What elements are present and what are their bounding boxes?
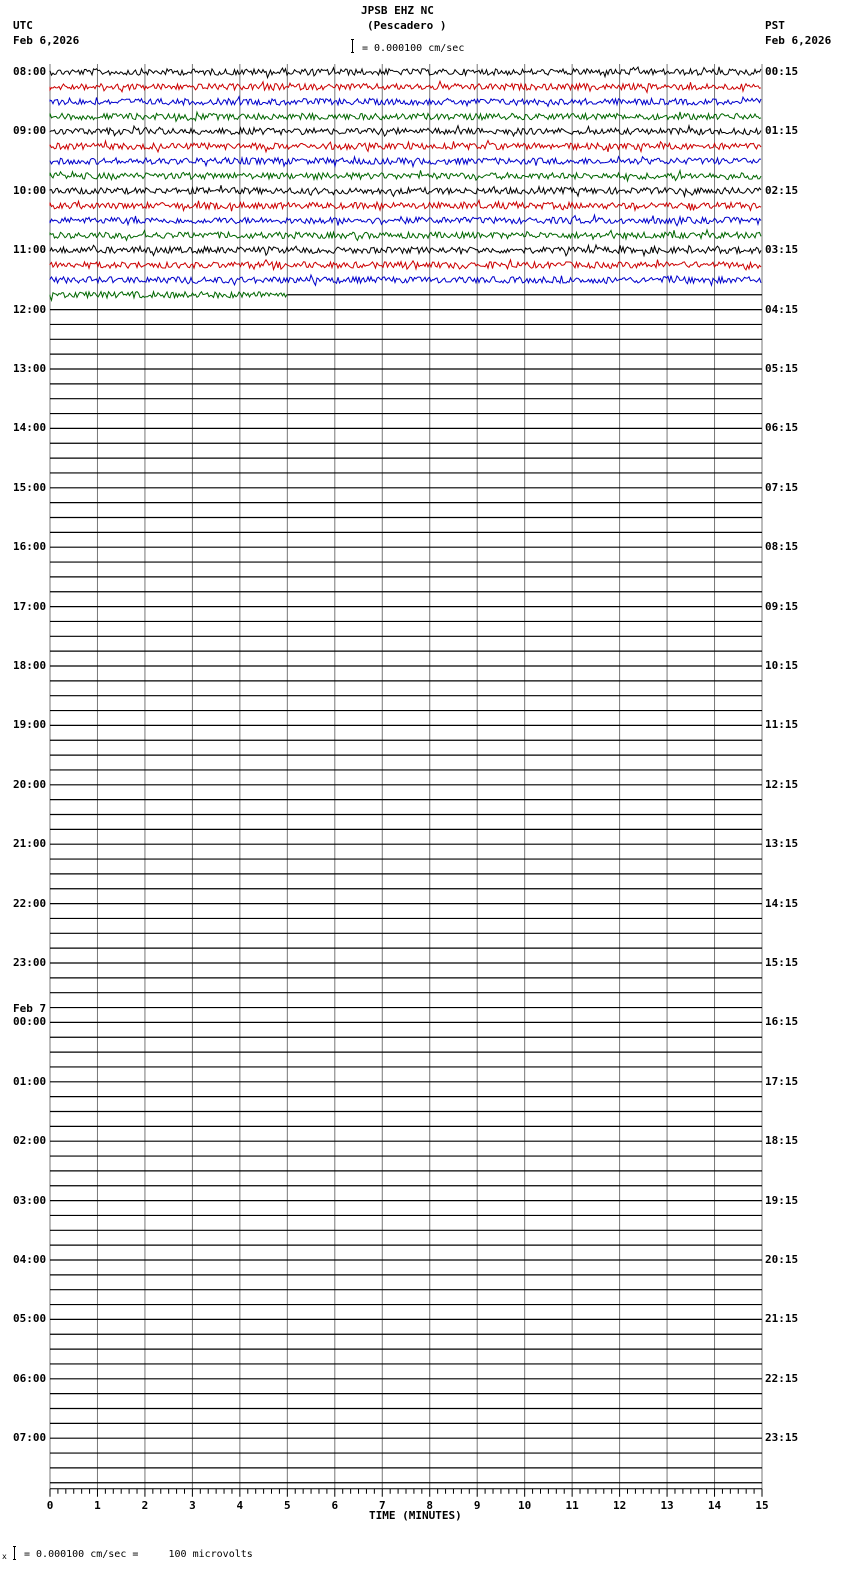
- pst-hour-label: 08:15: [765, 540, 799, 554]
- station-title: JPSB EHZ NC: [361, 4, 434, 17]
- x-tick-label: 1: [94, 1498, 101, 1512]
- seismic-trace: [50, 126, 761, 136]
- seismic-trace: [50, 97, 761, 107]
- pst-hour-label: 12:15: [765, 777, 799, 791]
- seismic-trace: [50, 67, 761, 78]
- pst-hour-label: 00:15: [765, 65, 799, 78]
- pst-hour-label: 07:15: [765, 480, 799, 494]
- utc-hour-label: 19:00: [13, 718, 47, 732]
- utc-date: Feb 6,2026: [13, 34, 80, 47]
- pst-hour-label: 16:15: [765, 1015, 799, 1029]
- utc-hour-label: 12:00: [13, 302, 47, 316]
- pst-hour-label: 17:15: [765, 1074, 799, 1088]
- x-tick-label: 7: [378, 1498, 386, 1512]
- pst-hour-label: 22:15: [765, 1371, 799, 1385]
- pst-hour-label: 21:15: [765, 1312, 799, 1326]
- x-tick-label: 15: [755, 1498, 769, 1512]
- utc-hour-label: 22:00: [13, 896, 47, 910]
- seismic-trace: [50, 170, 761, 181]
- station-location: (Pescadero ): [367, 19, 447, 32]
- x-tick-label: 11: [565, 1498, 579, 1512]
- utc-hour-label: 00:00: [13, 1015, 47, 1029]
- x-tick-label: 4: [236, 1498, 244, 1512]
- seismic-trace: [50, 141, 761, 152]
- x-tick-label: 13: [660, 1498, 674, 1512]
- pst-hour-label: 01:15: [765, 124, 799, 138]
- seismic-trace: [50, 215, 761, 226]
- utc-hour-label: 01:00: [13, 1074, 47, 1088]
- utc-label: UTC: [13, 19, 33, 32]
- footer-marker: x: [2, 1552, 7, 1561]
- footer-scale-icon: [13, 1546, 16, 1560]
- utc-hour-label: 08:00: [13, 65, 47, 78]
- utc-hour-label: 16:00: [13, 540, 47, 554]
- x-tick-label: 6: [331, 1498, 339, 1512]
- seismic-trace: [50, 112, 761, 121]
- utc-hour-label: 17:00: [13, 599, 47, 613]
- utc-hour-label: 09:00: [13, 124, 47, 138]
- pst-hour-label: 09:15: [765, 599, 799, 613]
- utc-hour-label: 06:00: [13, 1371, 47, 1385]
- pst-hour-label: 03:15: [765, 243, 799, 257]
- utc-hour-label: 02:00: [13, 1134, 47, 1148]
- utc-hour-label: 04:00: [13, 1253, 47, 1266]
- seismic-trace: [50, 260, 761, 270]
- x-tick-label: 10: [518, 1498, 532, 1512]
- x-axis-title: TIME (MINUTES): [369, 1509, 462, 1522]
- utc-hour-label: 18:00: [13, 659, 47, 672]
- pst-hour-label: 19:15: [765, 1193, 799, 1207]
- pst-hour-label: 15:15: [765, 956, 799, 969]
- utc-hour-label: 15:00: [13, 480, 47, 494]
- seismic-trace: [50, 230, 761, 241]
- seismic-trace: [50, 185, 761, 196]
- pst-hour-label: 10:15: [765, 659, 799, 672]
- pst-hour-label: 14:15: [765, 896, 799, 910]
- pst-hour-label: 18:15: [765, 1134, 799, 1148]
- utc-hour-label: 20:00: [13, 777, 47, 791]
- utc-hour-label: 10:00: [13, 183, 47, 197]
- pst-label: PST: [765, 19, 785, 32]
- pst-hour-label: 06:15: [765, 421, 799, 435]
- trace-lines: [50, 67, 761, 300]
- utc-hour-label: 07:00: [13, 1431, 47, 1445]
- seismic-trace: [50, 157, 761, 167]
- x-tick-label: 5: [284, 1498, 291, 1512]
- scale-label: = 0.000100 cm/sec: [362, 43, 465, 54]
- utc-hour-label: 14:00: [13, 421, 47, 435]
- seismic-trace: [50, 275, 761, 285]
- utc-hour-label: 13:00: [13, 362, 47, 375]
- utc-hour-label: 21:00: [13, 837, 47, 851]
- seismic-trace: [50, 200, 761, 211]
- pst-hour-label: 13:15: [765, 837, 799, 851]
- x-tick-label: 3: [189, 1498, 196, 1512]
- scale-bar-icon: [351, 39, 354, 53]
- x-tick-label: 12: [612, 1498, 627, 1512]
- seismic-trace: [50, 81, 761, 92]
- utc-hour-label: 11:00: [13, 243, 47, 257]
- pst-hour-label: 23:15: [765, 1431, 799, 1445]
- utc-hour-label: 03:00: [13, 1193, 47, 1207]
- x-tick-label: 9: [473, 1498, 481, 1512]
- pst-hour-label: 11:15: [765, 718, 799, 732]
- utc-hour-label: 05:00: [13, 1312, 47, 1326]
- date-change-label: Feb 7: [13, 1002, 47, 1015]
- footer-scale-label: = 0.000100 cm/sec = 100 microvolts: [24, 1549, 253, 1560]
- x-tick-label: 14: [707, 1498, 722, 1512]
- grid-lines: [50, 64, 762, 1489]
- pst-hour-label: 04:15: [765, 302, 799, 316]
- x-tick-label: 8: [426, 1498, 434, 1512]
- pst-hour-label: 02:15: [765, 183, 799, 197]
- x-tick-label: 2: [141, 1498, 149, 1512]
- pst-hour-label: 05:15: [765, 362, 799, 375]
- x-tick-label: 0: [46, 1498, 54, 1512]
- pst-hour-label: 20:15: [765, 1253, 799, 1266]
- seismic-trace: [50, 245, 761, 256]
- utc-hour-label: 23:00: [13, 956, 47, 969]
- seismic-trace: [50, 292, 287, 301]
- pst-date: Feb 6,2026: [765, 34, 832, 47]
